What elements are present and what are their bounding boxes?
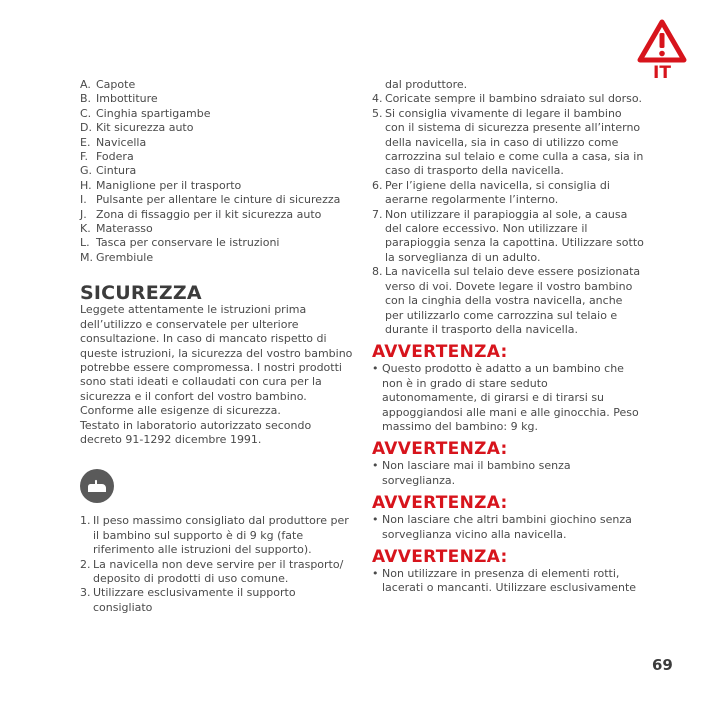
warning-text: Questo prodotto è adatto a un bambino che non è in grado di stare seduto autonomamente, di girarsi e di tirarsi su appoggiandosi alle mani e alle ginocchia. Peso massimo del bambino: 9 kg. (382, 362, 639, 433)
warning-heading: AVVERTENZA: (372, 439, 508, 460)
legend-text: Pulsante per allentare le cinture di sicurezza (96, 193, 341, 207)
list-item (372, 179, 644, 208)
item-text: Utilizzare esclusivamente il supporto consigliato (93, 586, 296, 614)
legend-letter: M. (80, 250, 93, 264)
bullet-dot: • (372, 362, 379, 376)
legend-item (80, 107, 355, 121)
item-number: 5. (372, 106, 383, 120)
item-number: 2. (80, 557, 91, 571)
legend-item (80, 236, 355, 250)
legend-letter: K. (80, 222, 91, 236)
legend-item (80, 121, 355, 135)
page-number: 69 (652, 656, 673, 674)
legend-letter: I. (80, 193, 87, 207)
legend-text: Imbottiture (96, 92, 158, 106)
list-item (80, 586, 355, 615)
legend-text: Cinghia spartigambe (96, 106, 211, 120)
warning-text: Non lasciare mai il bambino senza sorveglianza. (382, 459, 571, 487)
legend-letter: B. (80, 92, 92, 106)
item-number: 4. (372, 92, 383, 106)
item-text: La navicella sul telaio deve essere posizionata verso di voi. Dovete legare il vostro bambino con la cinghia della vostra navicella, anche per utilizzarlo come carrozzina sul telaio e durante il trasporto della navicella. (385, 265, 641, 336)
item-text: Non utilizzare il parapioggia al sole, a causa del calore eccessivo. Non utilizzare il parapioggia senza la capottina. Utilizzare sotto la sorveglianza di un adulto. (385, 207, 644, 264)
language-code: IT (653, 63, 671, 83)
warning-heading: AVVERTENZA: (372, 493, 508, 514)
parts-legend (80, 78, 355, 265)
item-text: La navicella non deve servire per il trasporto/ deposito di prodotti di uso comune. (93, 557, 344, 585)
legend-text: Cintura (96, 164, 137, 178)
list-item (80, 558, 355, 587)
legend-text: Grembiule (96, 250, 154, 264)
legend-letter: G. (80, 164, 93, 178)
legend-item (80, 78, 355, 92)
legend-item (80, 179, 355, 193)
warning-block (372, 548, 644, 596)
legend-item (80, 92, 355, 106)
safety-conformity: Conforme alle esigenze di sicurezza. (80, 404, 281, 418)
warning-bullet (372, 513, 644, 542)
legend-letter: F. (80, 150, 89, 164)
item-number: 1. (80, 514, 91, 528)
legend-letter: L. (80, 236, 90, 250)
legend-text: Tasca per conservare le istruzioni (96, 236, 280, 250)
legend-item (80, 193, 355, 207)
legend-letter: E. (80, 135, 91, 149)
item-number: 8. (372, 265, 383, 279)
right-column (372, 78, 644, 596)
legend-item (80, 164, 355, 178)
warning-bullet (372, 459, 644, 488)
bullet-dot: • (372, 566, 379, 580)
legend-item (80, 222, 355, 236)
continuation-text: dal produttore. (385, 78, 468, 91)
warning-text: Non lasciare che altri bambini giochino senza sorveglianza vicino alla navicella. (382, 513, 632, 541)
legend-letter: H. (80, 178, 92, 192)
warning-heading: AVVERTENZA: (372, 546, 508, 567)
bullet-dot: • (372, 513, 379, 527)
legend-text: Maniglione per il trasporto (96, 178, 242, 192)
left-column (80, 78, 355, 615)
legend-text: Fodera (96, 150, 134, 164)
legend-text: Capote (96, 78, 136, 91)
warning-block (372, 440, 644, 488)
list-item (372, 107, 644, 179)
item-number: 3. (80, 586, 91, 600)
list-item (372, 92, 644, 106)
item-text: Si consiglia vivamente di legare il bambino con il sistema di sicurezza presente all’interno della navicella, sia in caso di utilizzo come carrozzina sul telaio e come culla a casa, sia in caso di trasporto della navicella. (385, 106, 644, 178)
hand-glyph-icon (86, 478, 108, 494)
item-text: Il peso massimo consigliato dal produttore per il bambino sul supporto è di 9 kg (fate riferimento alle istruzioni del supporto). (93, 514, 349, 557)
warning-block (372, 343, 644, 434)
warning-bullet (372, 567, 644, 596)
legend-letter: A. (80, 78, 91, 91)
hand-icon (80, 469, 114, 503)
instructions-list-left (80, 514, 355, 615)
legend-item (80, 136, 355, 150)
instructions-list-right (372, 92, 644, 337)
bullet-dot: • (372, 459, 379, 473)
legend-text: Navicella (96, 135, 147, 149)
item-number: 6. (372, 178, 383, 192)
item-text: Coricate sempre il bambino sdraiato sul dorso. (385, 92, 642, 106)
legend-item (80, 251, 355, 265)
warning-bullet (372, 362, 644, 434)
legend-letter: C. (80, 106, 92, 120)
item-number: 7. (372, 207, 383, 221)
legend-letter: J. (80, 207, 87, 221)
legend-text: Materasso (96, 222, 153, 236)
safety-tested: Testato in laboratorio autorizzato secondo decreto 91-1292 dicembre 1991. (80, 418, 312, 446)
safety-intro: Leggete attentamente le istruzioni prima dell’utilizzo e conservatele per ulteriore consultazione. In caso di mancato rispetto di queste istruzioni, la sicurezza del vostro bambino potrebbe essere compromessa. I nostri prodotti sono stati ideati e collaudati con cura per la sicurezza e il confort del vostro bambino. (80, 303, 353, 403)
list-item (372, 208, 644, 266)
legend-letter: D. (80, 121, 92, 135)
safety-heading: SICUREZZA (80, 282, 202, 305)
warning-text: Non utilizzare in presenza di elementi rotti, lacerati o mancanti. Utilizzare esclusivamente (382, 566, 637, 595)
warning-heading: AVVERTENZA: (372, 342, 508, 363)
warning-block (372, 494, 644, 542)
legend-text: Zona di fissaggio per il kit sicurezza auto (96, 207, 322, 221)
legend-text: Kit sicurezza auto (96, 121, 194, 135)
list-item (80, 514, 355, 557)
legend-item (80, 150, 355, 164)
legend-item (80, 208, 355, 222)
item-text: Per l’igiene della navicella, si consiglia di aerarne regolarmente l’interno. (385, 178, 610, 207)
list-item (372, 265, 644, 337)
